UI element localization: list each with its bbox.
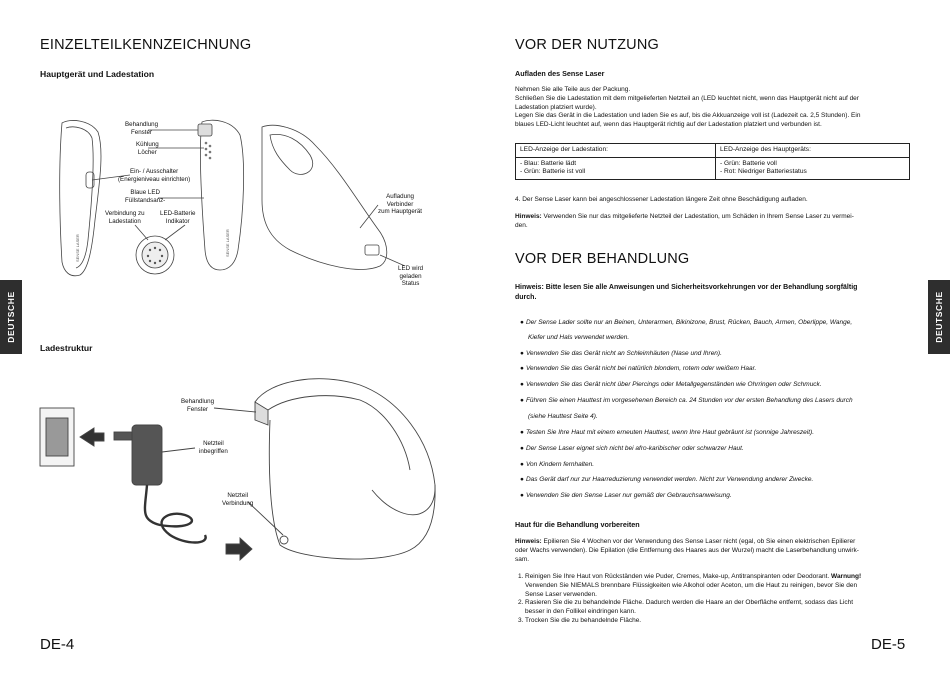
page-number: DE-5	[871, 636, 906, 653]
list-item: ● Testen Sie Ihre Haut mit einem erneuten Hauttest, wenn Ihre Haut gebräunt ist (sonnige Jahreszeit).	[520, 429, 815, 436]
right-page	[475, 0, 950, 673]
language-tab: DEUTSCHE	[928, 280, 950, 354]
list-item: (siehe Hauttest Seite 4).	[528, 413, 598, 420]
table-header-station: LED-Anzeige der Ladestation:	[516, 144, 716, 158]
page-title: EINZELTEILKENNZEICHNUNG	[40, 37, 252, 53]
callout-power-adapter: Netzteil inbegriffen	[199, 440, 228, 455]
list-item: ● Verwenden Sie das Gerät nicht bei natürlich blondem, rotem oder weißem Haar.	[520, 365, 757, 372]
charging-heading: Aufladen des Sense Laser	[515, 69, 605, 78]
callout-adapter-connection: Netzteil Verbindung	[222, 492, 254, 507]
table-cell-device: - Grün: Batterie voll - Rot: Niedriger Batteriestatus	[716, 157, 910, 179]
section-title-before-use: VOR DER NUTZUNG	[515, 37, 659, 53]
step-item: 1. Reinigen Sie Ihre Haut von Rückständen wie Puder, Cremes, Make-up, Antitranspiranten oder Deodorant. Warnung! Verwenden Sie NIEMALS brennbare Flüssigkeiten wie Alkohol oder Aceton, um die Haut zu reinigen, bevor Sie den Sense Laser verwenden.	[518, 573, 862, 598]
led-indicator-table	[515, 143, 910, 180]
prep-steps	[518, 573, 861, 626]
callout-station-connection: Verbindung zu Ladestation	[105, 210, 145, 225]
list-item: ● Von Kindern fernhalten.	[520, 461, 594, 468]
list-item: ● Der Sense Lader sollte nur an Beinen, Unterarmen, Bikinizone, Brust, Rücken, Bauch, Armen, Oberlippe, Wange,	[520, 319, 853, 326]
list-item: ● Der Sense Laser eignet sich nicht bei afro-karibischer oder schwarzer Haut.	[520, 445, 744, 452]
callout-charging-led: LED wird geladen Status	[398, 265, 424, 288]
device-brand-mark-front: SENSE LASER	[225, 229, 230, 257]
list-item: ● Verwenden Sie den Sense Laser nur gemäß der Gebrauchsanweisung.	[520, 492, 732, 499]
skin-prep-heading: Haut für die Behandlung vorbereiten	[515, 520, 640, 529]
callout-battery-led: LED-Batterie Indikator	[160, 210, 196, 225]
list-item: Kiefer und Hals verwendet werden.	[528, 334, 630, 341]
table-header-device: LED-Anzeige des Hauptgeräts:	[716, 144, 910, 158]
page-number: DE-4	[40, 636, 75, 653]
callout-blue-led: Blaue LED Füllstandsanz-	[125, 189, 166, 204]
list-item: ● Verwenden Sie das Gerät nicht über Piercings oder Metallgegenständen wie Ohrringen oder Schmuck.	[520, 381, 822, 388]
safety-warning: Hinweis: Bitte lesen Sie alle Anweisungen und Sicherheitsvorkehrungen vor der Behandlung sorgfältig durch.	[515, 284, 858, 301]
section-title-before-treatment: VOR DER BEHANDLUNG	[515, 251, 690, 267]
device-brand-mark: SENSE LASER	[75, 234, 80, 262]
callout-charging-connector: Aufladung Verbinder zum Hauptgerät	[378, 193, 423, 216]
list-item: ● Verwenden Sie das Gerät nicht an Schleimhäuten (Nase und Ihren).	[520, 350, 722, 357]
table-cell-station: - Blau: Batterie lädt - Grün: Batterie ist voll	[516, 157, 716, 179]
section-heading-charging-structure: Ladestruktur	[40, 343, 93, 353]
callout-treatment-window-2: Behandlung Fenster	[181, 398, 215, 413]
list-item: ● Das Gerät darf nur zur Haarreduzierung verwendet werden. Nicht zur Verwendung anderer Zwecke.	[520, 476, 814, 483]
step-item: 2. Rasieren Sie die zu behandelnde Fläche. Dadurch werden die Haare an der Oberfläche entfernt, sodass das Licht besser in den Follikel eindringen kann.	[518, 599, 854, 616]
note-4: 4. Der Sense Laser kann bei angeschlossener Ladestation längere Zeit ohne Beschädigung aufladen.	[515, 196, 808, 203]
language-tab: DEUTSCHE	[0, 280, 22, 354]
step-item: 3. Trocken Sie die zu behandelnde Fläche.	[518, 616, 642, 624]
callout-treatment-window: Behandlung Fenster	[125, 121, 159, 136]
charging-instructions: Nehmen Sie alle Teile aus der Packung. Schließen Sie die Ladestation mit dem mitgelieferten Netzteil an (LED leuchtet nicht, wenn das Hauptgerät nicht auf der Ladestation platziert wurde). Legen Sie das Gerät in die Ladestation und laden Sie es auf, bis die Akkuanzeige voll ist (Ladezeit ca. 2,5 Stunden). Ein blaues LED-Licht leuchtet auf, wenn das Hauptgerät richtig auf der Ladestation platziert und verbunden ist.	[515, 86, 861, 129]
callout-power-switch: Ein- / Ausschalter (Energieniveau einrichten)	[118, 168, 191, 183]
hinweis-adapter: Hinweis: Verwenden Sie nur das mitgelieferte Netzteil der Ladestation, um Schäden in Ihrem Sense Laser zu vermei- den.	[515, 213, 854, 229]
callout-cooling-holes: Kühlung Löcher	[136, 141, 159, 156]
section-heading-main-unit: Hauptgerät und Ladestation	[40, 69, 155, 79]
list-item: ● Führen Sie einen Hauttest im vorgesehenen Bereich ca. 24 Stunden vor der ersten Behandlung des Lasers durch	[520, 397, 853, 404]
hinweis-epilation: Hinweis: Epilieren Sie 4 Wochen vor der Verwendung des Sense Laser nicht (egal, ob Sie einen elektrischen Epilierer oder Wachs verwenden). Die Epilation (die Entfernung des Haares aus der Wurzel) macht die Laserbehandlung unwirk- sam.	[515, 538, 859, 563]
